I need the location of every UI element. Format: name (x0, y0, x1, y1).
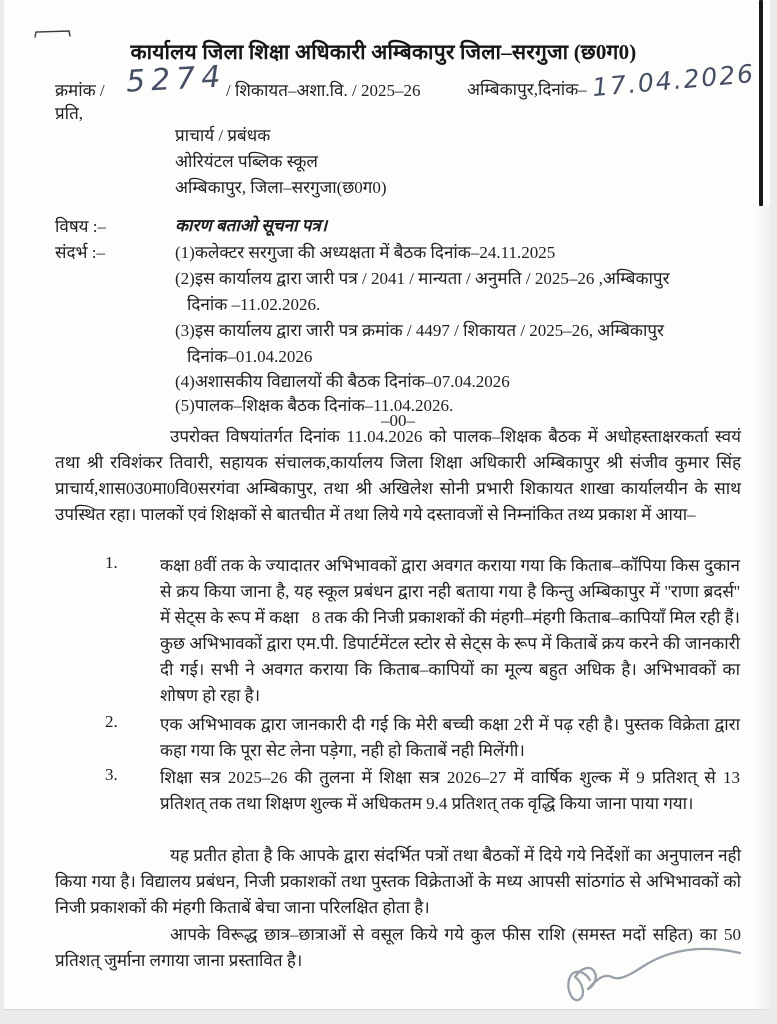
reference-item-1: (1)कलेक्टर सरगुजा की अध्यक्षता में बैठक दिनांक–24.11.2025 (175, 243, 556, 262)
recipient-line-2: ओरियंटल पब्लिक स्कूल (175, 152, 318, 171)
subject-label: विषय :– (55, 217, 107, 236)
scan-edge-line (759, 0, 763, 206)
section-separator: –00– (381, 411, 415, 430)
finding-item-1 (105, 553, 741, 709)
place-date-label: अम्बिकापुर,दिनांक– (467, 80, 587, 99)
finding-item-2 (105, 712, 741, 764)
subject-text: कारण बताओ सूचना पत्र। (175, 216, 328, 235)
finding-text-3: शिक्षा सत्र 2025–26 की तुलना में शिक्षा सत्र 2026–27 में वार्षिक शुल्क में 9 प्रतिशत् से 13 प्रतिशत् तक तथा शिक्षण शुल्क में अधिकतम 9.4 प्रतिशत् तक वृद्धि किया जाना पाया गया। (160, 768, 740, 813)
letter-number-label: क्रमांक / (55, 81, 105, 100)
letter-number-suffix: / शिकायत–अशा.वि. / 2025–26 (226, 81, 421, 100)
recipient-line-1: प्राचार्य / प्रबंधक (175, 126, 271, 145)
reference-item-2: (2)इस कार्यालय द्वारा जारी पत्र / 2041 / मान्यता / अनुमति / 2025–26 ,अम्बिकापुर (175, 269, 670, 288)
closing-paragraph-2: आपके विरूद्ध छात्र–छात्राओं से वसूल किये गये कुल फीस राशि (समस्त मदों सहित) का 50 प्रतिशत् जुर्माना लगाया जाना प्रस्तावित है। (55, 925, 741, 970)
recipient-line-3: अम्बिकापुर, जिला–सरगुजा(छ0ग0) (175, 178, 387, 197)
reference-item-5: (5)पालक–शिक्षक बैठक दिनांक–11.04.2026. (175, 396, 454, 415)
to-label: प्रति, (55, 104, 84, 123)
references-label: संदर्भ :– (55, 243, 105, 262)
closing-paragraph-1: यह प्रतीत होता है कि आपके द्वारा संदर्भित पत्रों तथा बैठकों में दिये गये निर्देशों का अनुपालन नही किया गया है। विद्यालय प्रबंधन, निजी प्रकाशकों तथा पुस्तक विक्रेताओं के मध्य आपसी सांठगांठ से अभिभावकों को निजी प्रकाशकों की मंहगी किताबें बेचा जाना परिलक्षित होता है। (55, 846, 741, 917)
letter-date-handwritten: 17.04.2026 (591, 58, 757, 103)
finding-text-2: एक अभिभावक द्वारा जानकारी दी गई कि मेरी बच्ची कक्षा 2री में पढ़ रही है। पुस्तक विक्रेता द्वारा कहा गया कि पूरा सेट लेना पड़ेगा, नही हो किताबें नही मिलेंगी। (160, 715, 740, 760)
scan-right-edge (753, 206, 770, 1009)
office-letterhead-title: कार्यालय जिला शिक्षा अधिकारी अम्बिकापुर जिला–सरगुजा (छ0ग0) (130, 40, 637, 64)
reference-item-3: (3)इस कार्यालय द्वारा जारी पत्र क्रमांक / 4497 / शिकायत / 2025–26, अम्बिकापुर (175, 321, 664, 340)
finding-item-3 (105, 765, 741, 817)
letter-number-handwritten: 5274 (125, 59, 228, 100)
finding-number-3: 3. (105, 765, 118, 784)
finding-number-1: 1. (105, 553, 118, 572)
signature-scribble-icon (556, 940, 748, 1017)
finding-number-2: 2. (105, 712, 118, 731)
reference-item-2-cont: दिनांक –11.02.2026. (187, 295, 321, 314)
reference-item-3-cont: दिनांक–01.04.2026 (187, 347, 313, 366)
finding-text-1: कक्षा 8वीं तक के ज्यादातर अभिभावकों द्वारा अवगत कराया गया कि किताब–कॉपिया किस दुकान से क्रय किया जाना है, यह स्कूल प्रबंधन द्वारा नही बताया गया है किन्तु अम्बिकापुर में ''राणा ब्रदर्स'' में सेट्स के रूप में कक्षा 8 तक की निजी प्रकाशकों की मंहगी–मंहगी किताब–कापियाँ मिल रही हैं। कुछ अभिभावकों द्वारा एम.पी. डिपार्टमेंटल स्टोर से सेट्स के रूप में किताबें क्रय करने की जानकारी दी गई। सभी ने अवगत कराया कि किताब–कापियों का मूल्य बहुत अधिक है। अभिभावकों का शोषण हो रहा है। (160, 556, 740, 705)
body-intro-paragraph: उपरोक्त विषयांतर्गत दिनांक 11.04.2026 को पालक–शिक्षक बैठक में अधोहस्ताक्षरकर्ता स्वयं तथा श्री रविशंकर तिवारी, सहायक संचालक,कार्यालय जिला शिक्षा अधिकारी अम्बिकापुर श्री संजीव कुमार सिंह प्राचार्य,शास0उ0मा0वि0सरगंवा अम्बिकापुर, तथा श्री अखिलेश सोनी प्रभारी शिकायत शाखा कार्यालयीन के साथ उपस्थित रहा। पालकों एवं शिक्षकों से बातचीत में तथा लिये गये दस्तावजों से निम्नांकित तथ्य प्रकाश में आया– (55, 427, 741, 524)
reference-item-4: (4)अशासकीय विद्यालयों की बैठक दिनांक–07.04.2026 (175, 372, 510, 391)
